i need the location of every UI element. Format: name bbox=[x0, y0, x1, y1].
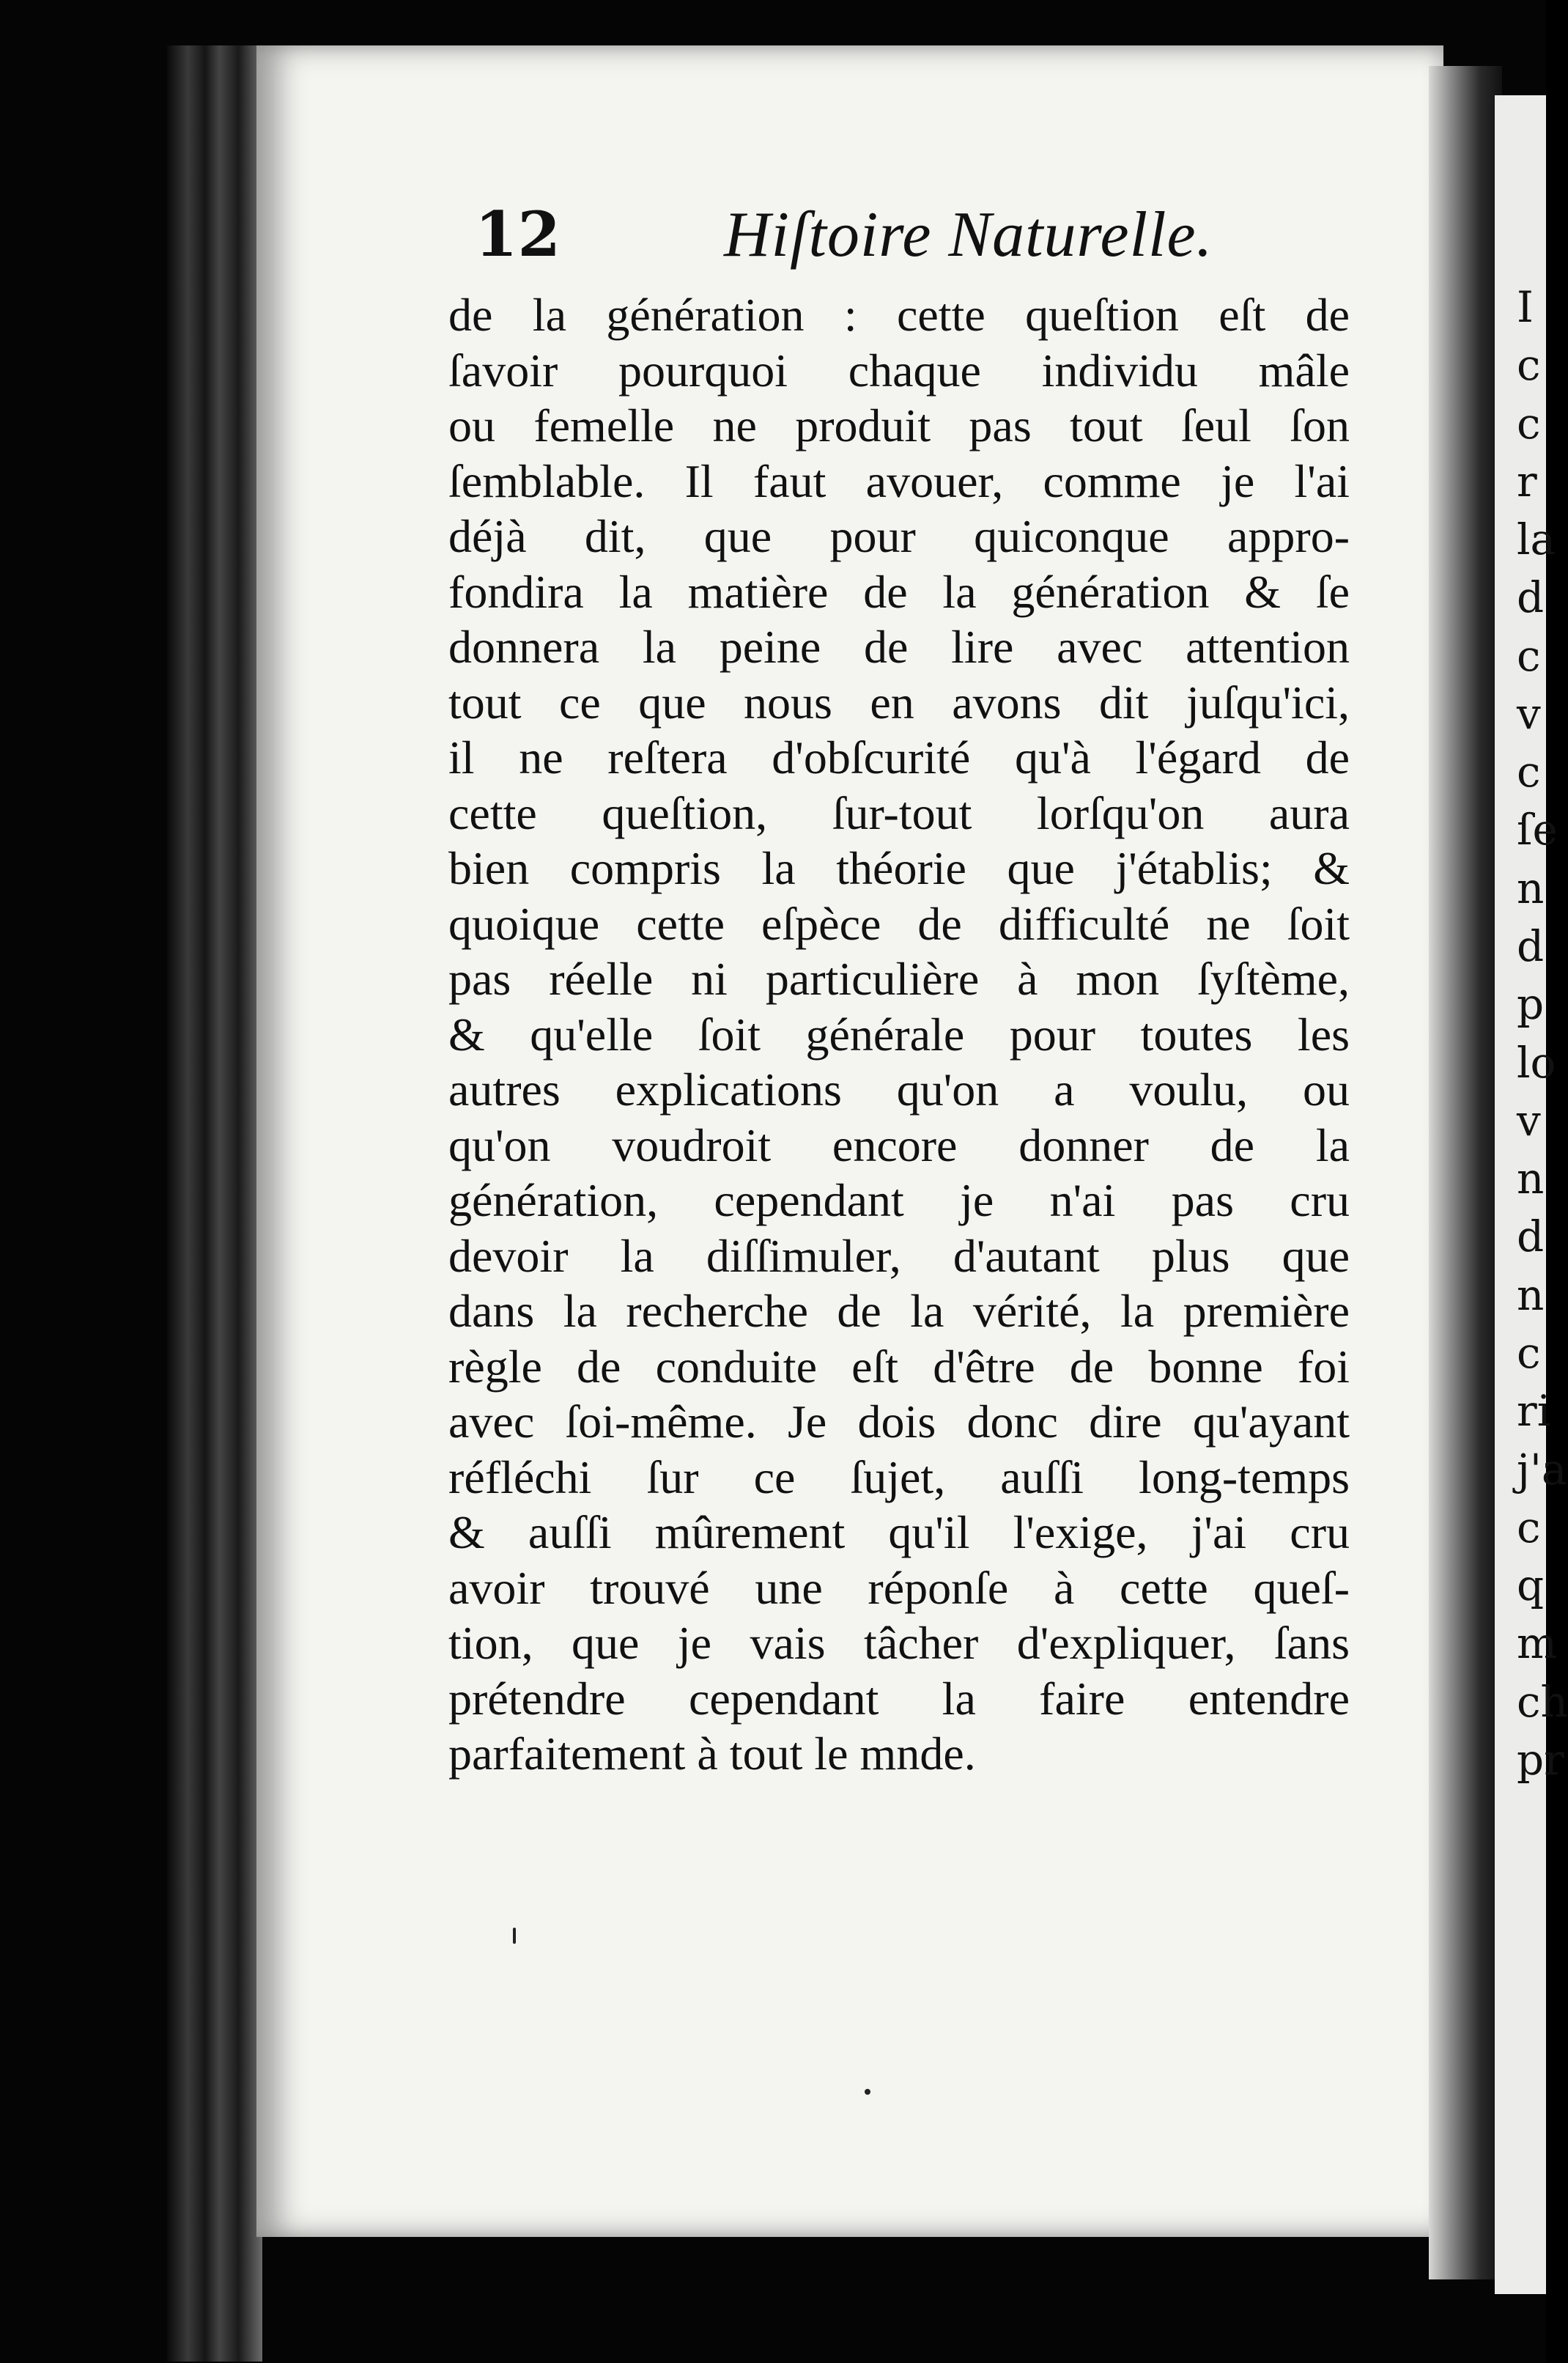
adjacent-page-text-fragment: v bbox=[1517, 688, 1541, 739]
text-line: de la génération : cette queſtion eſt de bbox=[448, 289, 1350, 341]
text-line: prétendre cependant la faire entendre bbox=[448, 1672, 1350, 1725]
text-line: règle de conduite eſt d'être de bonne foi bbox=[448, 1340, 1350, 1393]
ink-mark bbox=[513, 1928, 516, 1944]
adjacent-page-text-fragment: ſe bbox=[1517, 805, 1558, 855]
adjacent-page-text-fragment: n bbox=[1517, 863, 1545, 913]
adjacent-page-text-fragment: ri bbox=[1517, 1386, 1551, 1437]
text-line: ou femelle ne produit pas tout ſeul ſon bbox=[448, 399, 1350, 451]
text-line: pas réelle ni particulière à mon ſyſtème, bbox=[448, 953, 1350, 1005]
text-line: déjà dit, que pour quiconque appro- bbox=[448, 510, 1350, 562]
text-line: donnera la peine de lire avec attention bbox=[448, 621, 1350, 673]
text-line: génération, cependant je n'ai pas cru bbox=[448, 1174, 1350, 1226]
book-binding-edge bbox=[167, 45, 262, 2362]
ink-speck bbox=[865, 2089, 870, 2095]
adjacent-page-text-fragment: r bbox=[1517, 456, 1537, 506]
text-line: qu'on voudroit encore donner de la bbox=[448, 1118, 1350, 1171]
adjacent-page-text-fragment: c bbox=[1517, 1502, 1541, 1552]
adjacent-page-text-fragment: m bbox=[1517, 1618, 1557, 1669]
text-line: & qu'elle ſoit générale pour toutes les bbox=[448, 1008, 1350, 1061]
text-line: tion, que je vais tâcher d'expliquer, ſans bbox=[448, 1617, 1350, 1669]
adjacent-page-text-fragment: v bbox=[1517, 1095, 1541, 1146]
text-line: ſemblable. Il faut avouer, comme je l'ai bbox=[448, 454, 1350, 507]
adjacent-page-text-fragment: j'a bbox=[1517, 1444, 1567, 1494]
adjacent-page-text-fragment: c bbox=[1517, 398, 1541, 449]
adjacent-page-text-fragment: n bbox=[1517, 1269, 1545, 1320]
text-line: réfléchi ſur ce ſujet, auſſi long-temps bbox=[448, 1450, 1350, 1503]
adjacent-page-text-fragment: c bbox=[1517, 1327, 1541, 1378]
text-line: avec ſoi-même. Je dois donc dire qu'ayant bbox=[448, 1396, 1350, 1448]
adjacent-page-text-fragment: c bbox=[1517, 340, 1541, 391]
adjacent-page-text-fragment: c bbox=[1517, 747, 1541, 797]
adjacent-page-text-fragment: la bbox=[1517, 515, 1556, 565]
adjacent-page-text-fragment: ch bbox=[1517, 1676, 1568, 1727]
text-line: parfaitement à tout le mnde. bbox=[448, 1728, 976, 1780]
adjacent-page-fragment bbox=[1495, 95, 1568, 2294]
text-line: autres explications qu'on a voulu, ou bbox=[448, 1063, 1350, 1116]
running-head: Hiſtoire Naturelle. bbox=[724, 199, 1213, 270]
text-line: devoir la diſſimuler, d'autant plus que bbox=[448, 1229, 1350, 1282]
text-line: bien compris la théorie que j'établis; & bbox=[448, 842, 1350, 894]
text-line: quoique cette eſpèce de difficulté ne ſoit bbox=[448, 897, 1350, 950]
text-line: fondira la matière de la génération & ſe bbox=[448, 565, 1350, 618]
adjacent-page-text-fragment: lo bbox=[1517, 1037, 1556, 1088]
adjacent-page-text-fragment: n bbox=[1517, 1154, 1545, 1204]
adjacent-page-text-fragment: d bbox=[1517, 572, 1545, 623]
text-line: avoir trouvé une réponſe à cette queſ- bbox=[448, 1561, 1350, 1614]
page-number: 12 bbox=[475, 198, 561, 270]
adjacent-page-text-fragment: d bbox=[1517, 921, 1545, 972]
text-line: dans la recherche de la vérité, la première bbox=[448, 1285, 1350, 1337]
page-gutter-shadow bbox=[1429, 66, 1502, 2279]
text-line: tout ce que nous en avons dit juſqu'ici, bbox=[448, 676, 1350, 729]
body-text bbox=[448, 287, 1350, 1782]
page-header bbox=[475, 198, 1457, 279]
adjacent-page-text-fragment: p bbox=[1517, 979, 1545, 1030]
adjacent-page-text-fragment: d bbox=[1517, 1212, 1545, 1262]
text-line: cette queſtion, ſur-tout lorſqu'on aura bbox=[448, 786, 1350, 839]
text-line: ſavoir pourquoi chaque individu mâle bbox=[448, 344, 1350, 397]
adjacent-page-text-fragment: q bbox=[1517, 1560, 1545, 1611]
text-line: il ne reſtera d'obſcurité qu'à l'égard de bbox=[448, 731, 1350, 784]
text-line: & auſſi mûrement qu'il l'exige, j'ai cru bbox=[448, 1506, 1350, 1558]
adjacent-page-text-fragment: I bbox=[1517, 282, 1534, 332]
adjacent-page-text-fragment: pr bbox=[1517, 1734, 1564, 1785]
adjacent-page-text-fragment: c bbox=[1517, 630, 1541, 681]
